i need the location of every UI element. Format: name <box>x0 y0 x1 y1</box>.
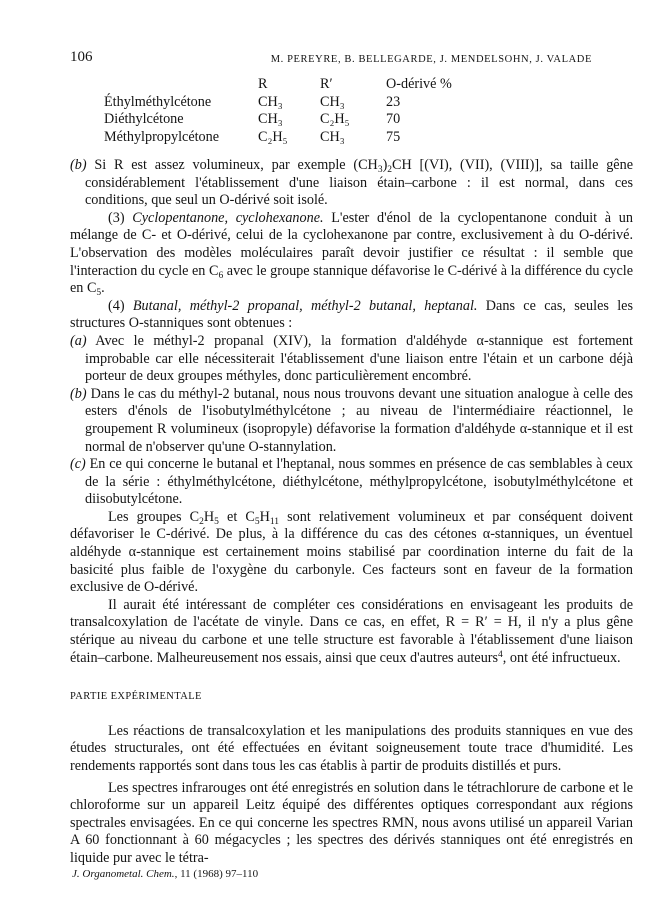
table-header-cell: R <box>258 76 268 92</box>
table-row <box>104 94 452 112</box>
r-group: CH₃ <box>258 93 283 110</box>
ratio-table <box>104 76 452 146</box>
running-header-authors: M. PEREYRE, B. BELLEGARDE, J. MENDELSOHN, J. VALADE <box>270 54 592 65</box>
r-prime-group: CH₃ <box>320 128 345 145</box>
paragraph-spectra: Les spectres infrarouges ont été enregistrés en solution dans le tétrachlorure de carbone et le chloroforme sur un appareil Leitz équipé des différentes optiques correspondant aux régions spectrales envisagées. En ce qui concerne les spectres RMN, nous avons utilisé un appareil Varian A 60 fonctionnant à 60 mégacycles ; les spectres des dérivés stanniques ont été enregistrés en liquide pur avec le tétra- <box>70 779 633 866</box>
ketone-name: Méthylpropylcétone <box>104 128 220 145</box>
article-body <box>70 157 633 868</box>
table-row <box>104 111 452 129</box>
paragraph-vinyl-acetate: Il aurait été intéressant de compléter ces considérations en envisageant les produits de transalcoxylation de l'acétate de vinyle. Dans ce cas, en effet, R = R′ = H, il n'y a plus gêne stérique au niveau du carbone et une telle structure est favorable à l'établissement d'une liaison étain–carbone. Malheureusement nos essais, ainsi que ceux d'autres auteurs$^4$, ont été infructueux. <box>70 596 633 666</box>
table-header-cell: O-dérivé % <box>386 76 452 92</box>
ketone-name: Diéthylcétone <box>104 111 184 128</box>
list-item-b-methylbutanal: (b) Dans le cas du méthyl-2 butanal, nous nous trouvons devant une situation analogue à celle des esters d'énols de l'isobutylméthylcétone ; au niveau de l'intermédiaire réactionnel, le groupement R volumineux (isopropyle) défavorise la formation d'aldéhyde α-stannique et il est normal de n'observer qu'une O-stannylation. <box>70 385 633 455</box>
table-row <box>104 129 452 147</box>
list-item-c-butanal-heptanal: (c) En ce qui concerne le butanal et l'heptanal, nous sommes en présence de cas semblables à ceux de la série : éthylméthylcétone, diéthylcétone, méthylpropylcétone, isobutylméthylcétone et diisobutylcétone. <box>70 456 633 508</box>
citation-volume: , 11 (1968) 97–110 <box>174 868 259 880</box>
journal-name: J. Organometal. Chem. <box>72 868 175 880</box>
section-title: PARTIE EXPÉRIMENTALE <box>70 691 202 703</box>
r-prime-group: CH₃ <box>320 93 345 110</box>
list-item-a-methylpropanal: (a) Avec le méthyl-2 propanal (XIV), la formation d'aldéhyde α-stannique est fortement improbable car elle nécessiterait l'établissement d'une liaison entre l'étain et un carbone déjà porteur de deux groupes méthyles, donc particulièrement encombré. <box>70 332 633 385</box>
list-item-b-bulky-r: (b) Si R est assez volumineux, par exemple $(CH_3)_2CH$ [(VI), (VII), (VIII)], sa taille gêne considérablement l'établissement d'une liaison étain–carbone : il est normal, dans ces conditions, que seul un O-dérivé soit isolé. <box>70 157 633 209</box>
journal-citation <box>72 866 258 884</box>
o-derivative-percent: 70 <box>386 111 401 128</box>
r-prime-group: C₂H₅ <box>320 111 350 128</box>
paragraph-aldehydes: (4) Butanal, méthyl-2 propanal, méthyl-2 butanal, heptanal. Dans ce cas, seules les structures O-stanniques sont obtenues : <box>70 297 633 332</box>
paragraph-bulky-groups: Les groupes $C_2H_5$ et $C_5H_{11}$ sont relativement volumineux et par conséquent doivent défavoriser le C-dérivé. De plus, à la différence du cas des cétones α-stanniques, un éventuel aldéhyde α-stannique est certainement moins stabilisé par coordination interne du fait de la basicité plus faible de l'oxygène du carbonyle. Ces facteurs sont en faveur de la formation exclusive de O-dérivé. <box>70 508 633 596</box>
r-group: CH₃ <box>258 111 283 128</box>
page-number: 106 <box>70 49 93 65</box>
paragraph-cyclic-ketones: (3) Cyclopentanone, cyclohexanone. L'ester d'énol de la cyclopentanone conduit à un mélange de C- et O-dérivé, celui de la cyclohexanone par contre, exclusivement à du O-dérivé. L'observation des modèles moléculaires paraît devoir justifier ce résultat : il semble que l'interaction du cycle en $C_6$ avec le groupe stannique défavorise le C-dérivé à la différence du cycle en $C_5$. <box>70 209 633 299</box>
r-group: C₂H₅ <box>258 128 288 145</box>
o-derivative-percent: 75 <box>386 128 401 145</box>
o-derivative-percent: 23 <box>386 93 401 110</box>
paragraph-experimental-intro: Les réactions de transalcoxylation et les manipulations des produits stanniques en vue des études structurales, ont été effectuées en évitant soigneusement toute trace d'humidité. Les rendements rapportés sont dans tous les cas établis à partir de produits distillés et purs. <box>70 722 633 774</box>
table-header-row <box>104 76 452 94</box>
table-header-cell: R′ <box>320 76 333 92</box>
ketone-name: Éthylméthylcétone <box>104 93 212 110</box>
table-header-cell <box>104 76 258 94</box>
